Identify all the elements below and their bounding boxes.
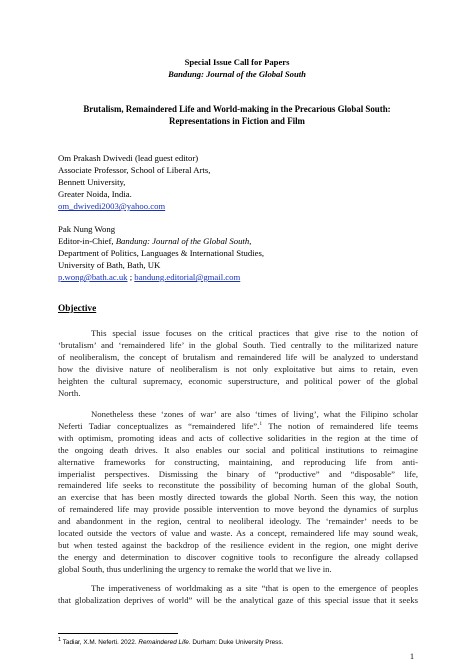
paragraph-line: that globalization deprives of world” will be the analytical gaze of this special issue that it seeks: [58, 594, 418, 605]
editor2-role-suffix: ,: [249, 236, 252, 246]
paragraph-line: This special issue focuses on the critical practices that give rise to the notion of: [91, 328, 418, 338]
paragraph-line: Nonetheless these ‘zones of war’ are also ‘times of living’, what the Filipino scholar: [91, 409, 418, 419]
editor1-role: Associate Professor, School of Liberal Arts,: [58, 165, 211, 175]
paragraph-fragment: Neferti Tadiar conceptualizes as “remaindered life”.: [58, 420, 260, 431]
editor1-name: Om Prakash Dwivedi (lead guest editor): [58, 153, 199, 163]
paragraph-line: the ongoing death drives. It also enables our social and political institutions to reimagine: [58, 444, 418, 455]
editor1-place: Greater Noida, India.: [58, 189, 132, 199]
paragraph-line: of remaindered life may provide possible intervention to move beyond the dynamics of surplus: [58, 504, 418, 515]
paragraph-line: how the divisive nature of neoliberalism is not only exploitative but aims to retain, even: [58, 363, 418, 374]
editor2-institution: University of Bath, Bath, UK: [58, 260, 161, 270]
editor2-email-link-1[interactable]: p.wong@bath.ac.uk: [58, 272, 128, 282]
call-for-papers-heading: Special Issue Call for Papers: [184, 57, 290, 67]
paragraph-fragment: The notion of remaindered life teems: [262, 420, 419, 431]
footnote-text: Tadiar, X.M. Neferti. 2022.: [61, 639, 139, 646]
editor2-journal: Bandung: Journal of the Global South: [115, 236, 250, 246]
email-separator: ;: [127, 272, 135, 282]
page-number: 1: [410, 652, 414, 661]
paragraph-line: located outside the vectors of value and waste. As a concept, remaindered life may sound weak,: [58, 528, 418, 539]
paragraph-line: remaindered life seeks to reconstitute the possibility of becoming human of the global South,: [58, 480, 418, 491]
editor2-emails: [58, 271, 240, 283]
paragraph-line: and abandonment in the region, central to neoliberal ideology. The ‘remainder’ needs to be: [58, 516, 418, 527]
editor2-email-link-2[interactable]: bandung.editorial@gmail.com: [134, 272, 241, 282]
editor2-department: Department of Politics, Languages & International Studies,: [58, 248, 265, 258]
editor2-role-prefix: Editor-in-Chief,: [58, 236, 116, 246]
paragraph-line: ‘brutalism’ and ‘remaindered life’ in the global South. Tied centrally to the militarized nature: [58, 339, 418, 350]
footnote-text: . Durham: Duke University Press.: [188, 639, 284, 646]
paragraph-line-with-footnote: [58, 421, 418, 433]
footnote-mark: 1: [58, 636, 62, 643]
objective-paragraph-2: [58, 409, 418, 576]
issue-title-line-1: Brutalism, Remaindered Life and World-making in the Precarious Global South:: [83, 104, 391, 114]
paragraph-line: with optimism, promoting ideas and acts of collective solidarities in the region at the time of: [58, 432, 418, 443]
paragraph-line: the energy and determination to discover cognitive tools to reconfigure the already collapsed: [58, 551, 418, 562]
objective-paragraph-1: [58, 328, 418, 399]
paragraph-line: The imperativeness of worldmaking as a site “that is open to the emergence of peoples: [91, 583, 418, 593]
paragraph-line: but when tested against the backdrop of the resilience evident in the region, one might derive: [58, 539, 418, 550]
paragraph-line: North.: [58, 387, 81, 398]
paragraph-line: an exercise that has been mostly directed towards the global North. Seen this way, the notion: [58, 492, 418, 503]
editor1-email-link[interactable]: om_dwivedi2003@yahoo.com: [58, 201, 166, 211]
paragraph-line: alternative frameworks for constructing, maintaining, and reproducing life from anti-: [58, 456, 418, 467]
footnote-reference[interactable]: 1: [259, 421, 263, 428]
editor1-institution: Bennett University,: [58, 177, 126, 187]
footnote: [58, 636, 284, 646]
issue-title-line-2: Representations in Fiction and Film: [169, 116, 305, 126]
paragraph-line: of neoliberalism, the concept of brutalism and remaindered life will be analyzed to understand: [58, 351, 418, 362]
paragraph-line: global South, thus underlining the urgency to remake the world that we live in.: [58, 563, 332, 574]
editor2-role: [58, 235, 251, 247]
footnote-separator: [58, 633, 178, 634]
objective-paragraph-3: [58, 583, 418, 607]
paragraph-line: imperialist perspectives. Dismissing the binary of “productive” and “disposable” life,: [58, 468, 418, 479]
objective-heading: Objective: [58, 304, 97, 314]
footnote-book-title: Remaindered Life: [138, 639, 189, 646]
editor2-name: Pak Nung Wong: [58, 224, 116, 234]
paragraph-line: heighten the cultural supremacy, economic superstructure, and political power of the global: [58, 375, 418, 386]
journal-name: Bandung: Journal of the Global South: [168, 69, 306, 79]
